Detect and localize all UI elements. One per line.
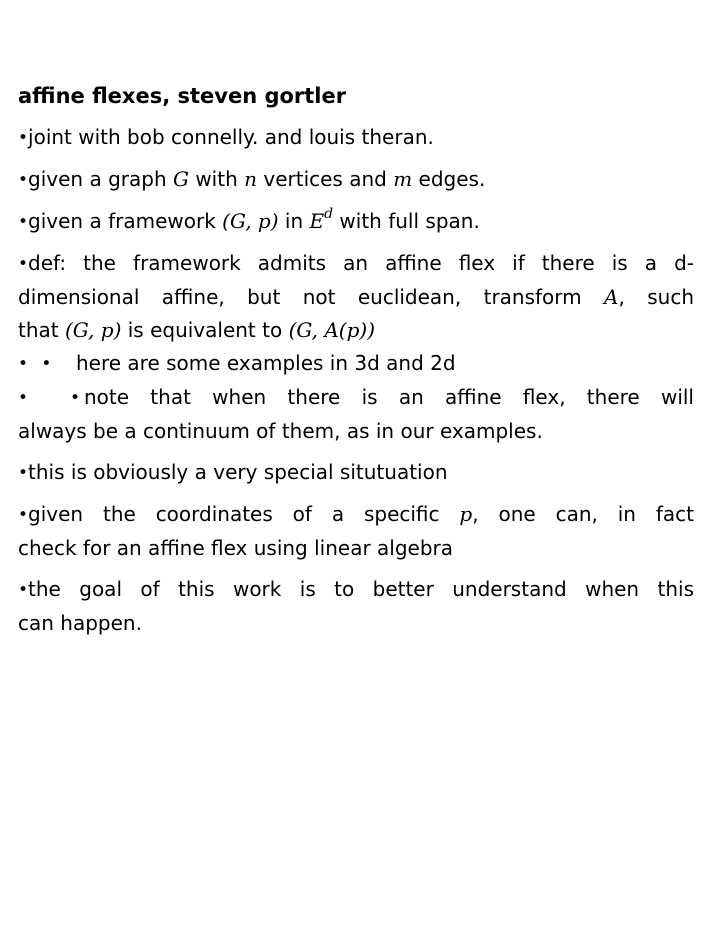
item-graph — [18, 163, 694, 197]
continuum-line-1 — [18, 381, 694, 415]
coords-line-1 — [18, 498, 694, 532]
item-coords — [18, 498, 694, 565]
bullet-icon: • — [18, 505, 29, 525]
def-line-1 — [18, 247, 694, 281]
bullet-icon: • — [18, 463, 29, 483]
framework-text-2: in — [278, 209, 310, 233]
math-p: p — [459, 502, 473, 526]
math-n: n — [244, 167, 258, 191]
item-joint-text: joint with bob connelly. and louis theran. — [28, 125, 434, 149]
graph-text-2: with — [188, 167, 245, 191]
double-bullet-icon: • • — [18, 388, 84, 408]
math-G: G — [172, 167, 189, 191]
item-continuum — [18, 381, 694, 448]
def-text-2b: , such — [618, 285, 694, 309]
math-GAp: (G, A(p)) — [288, 318, 375, 342]
goal-text-1: the goal of this work is to better understand when this — [28, 577, 694, 601]
bullet-icon: • — [18, 170, 29, 190]
double-bullet-icon: • • — [18, 354, 56, 374]
math-Gp: (G, p) — [64, 318, 122, 342]
goal-line-1 — [18, 573, 694, 607]
framework-text-3: with full span. — [333, 209, 480, 233]
def-line-3 — [18, 314, 694, 347]
math-Gp: (G, p) — [222, 209, 279, 233]
item-joint — [18, 121, 694, 155]
framework-text-1: given a framework — [28, 209, 223, 233]
bullet-icon: • — [18, 580, 29, 600]
math-E: E — [309, 209, 325, 233]
coords-text-1b: , one can, in fact — [472, 502, 694, 526]
bullet-icon: • — [18, 212, 29, 232]
goal-line-2: can happen. — [18, 611, 142, 635]
bullet-icon: • — [18, 128, 29, 148]
continuum-line-2: always be a continuum of them, as in our examples. — [18, 419, 543, 443]
def-text-2a: dimensional affine, but not euclidean, transform — [18, 285, 605, 309]
coords-line-2: check for an affine flex using linear algebra — [18, 536, 454, 560]
math-m: m — [393, 167, 413, 191]
item-def — [18, 247, 694, 347]
graph-text-3: vertices and — [257, 167, 394, 191]
examples-text: here are some examples in 3d and 2d — [76, 351, 456, 375]
item-goal — [18, 573, 694, 640]
def-text-3a: that — [18, 318, 65, 342]
def-text-3b: is equivalent to — [121, 318, 289, 342]
item-framework — [18, 205, 694, 239]
graph-text-4: edges. — [412, 167, 486, 191]
bullet-icon: • — [18, 254, 29, 274]
math-d-superscript: d — [324, 206, 334, 222]
item-examples — [18, 347, 694, 381]
item-special — [18, 456, 694, 490]
slide-title: affine flexes, steven gortler — [18, 84, 347, 108]
coords-text-1a: given the coordinates of a specific — [28, 502, 460, 526]
special-text: this is obviously a very special situtuation — [28, 460, 448, 484]
graph-text-1: given a graph — [28, 167, 173, 191]
slide-page — [18, 80, 694, 648]
def-text-1: def: the framework admits an affine flex if there is a d- — [28, 251, 694, 275]
math-A: A — [604, 285, 619, 309]
def-line-2 — [18, 281, 694, 314]
continuum-text-1: note that when there is an affine flex, there will — [84, 385, 694, 409]
